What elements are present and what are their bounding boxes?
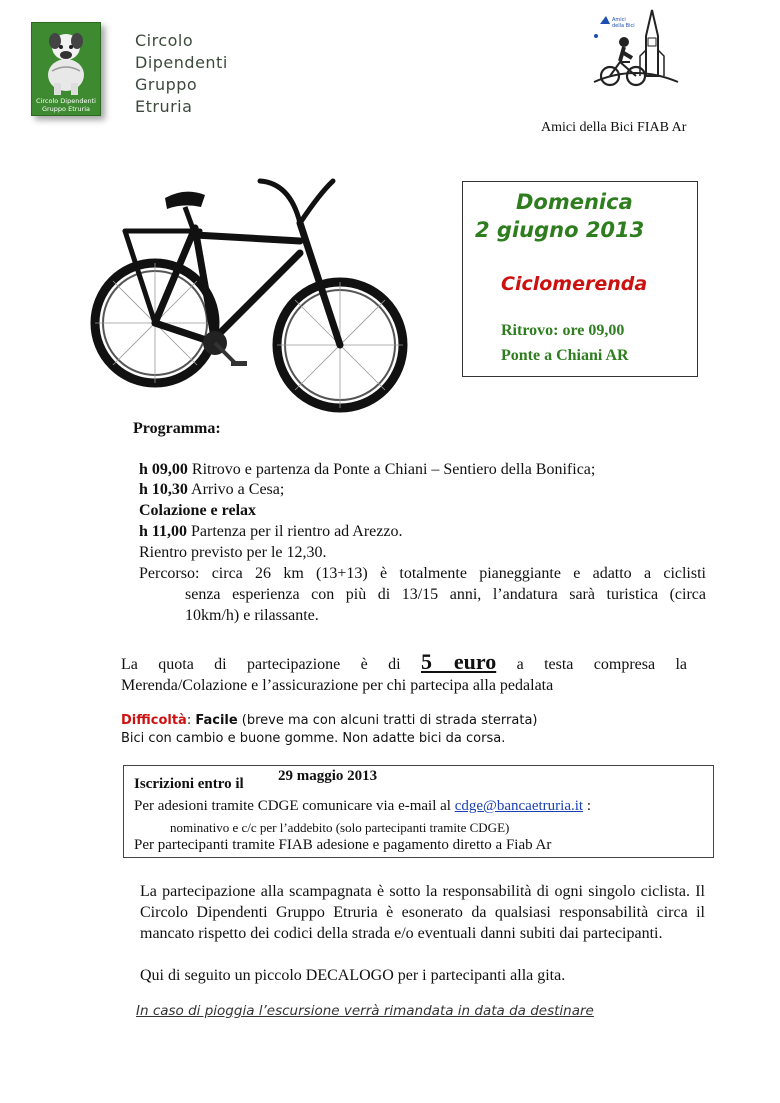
- meeting-place: Ponte a Chiani AR: [501, 347, 629, 364]
- program-item-time: Colazione e relax: [139, 502, 257, 519]
- svg-text:Amici: Amici: [612, 17, 626, 23]
- program-item-text: Ritrovo e partenza da Ponte a Chiani – Sentiero della Bonifica;: [187, 461, 596, 478]
- program-item: [139, 501, 256, 521]
- quota-amount: 5 euro: [420, 649, 497, 674]
- program-item-text: Arrivo a Cesa;: [187, 481, 285, 498]
- rain-notice: In caso di pioggia l’escursione verrà rimandata in data da destinare: [136, 1003, 594, 1019]
- registration-fiab-line: Per partecipanti tramite FIAB adesione e pagamento diretto a Fiab Ar: [134, 837, 552, 853]
- program-item: [139, 543, 327, 563]
- program-item-time: h 10,30: [139, 481, 188, 498]
- program-item-time: h 09,00: [139, 461, 188, 478]
- org-line-4: Etruria: [135, 97, 193, 116]
- logo-caption-line-1: Circolo Dipendenti: [36, 97, 96, 105]
- program-item-text: Partenza per il rientro ad Arezzo.: [187, 523, 403, 540]
- org-line-3: Gruppo: [135, 75, 198, 94]
- registration-deadline: 29 maggio 2013: [278, 768, 378, 784]
- difficulty-label: Difficoltà: [121, 713, 187, 728]
- event-day: Domenica: [516, 190, 633, 214]
- meeting-time: [501, 322, 624, 340]
- dog-icon: [38, 27, 94, 97]
- program-item-text: Rientro previsto per le 12,30.: [139, 544, 327, 561]
- event-name: Ciclomerenda: [501, 273, 648, 295]
- difficulty-line: Difficoltà: Facile (breve ma con alcuni tratti di strada sterrata): [121, 713, 538, 728]
- quota-line-2: Merenda/Colazione e l’assicurazione per chi partecipa alla pedalata: [121, 677, 554, 694]
- quota-prefix: La quota di partecipazione è di: [121, 656, 421, 673]
- difficulty-note: (breve ma con alcuni tratti di strada sterrata): [237, 713, 538, 728]
- bicycle-icon: [85, 173, 415, 418]
- fiab-logo-icon: [590, 6, 680, 92]
- program-item: [139, 522, 402, 542]
- quota-line-1: [121, 651, 687, 676]
- logo-caption-line-2: Gruppo Etruria: [41, 105, 91, 113]
- bike-requirements: Bici con cambio e buone gomme. Non adatte bici da corsa.: [121, 731, 506, 746]
- email-link[interactable]: cdge@bancaetruria.it: [454, 798, 584, 814]
- organization-name: [135, 30, 228, 118]
- fiab-caption: Amici della Bici FIAB Ar: [541, 120, 687, 135]
- quota-suffix: a testa compresa la: [496, 656, 688, 673]
- registration-cdge-text: Per adesioni tramite CDGE comunicare via e-mail al: [134, 798, 455, 814]
- svg-text:della Bici: della Bici: [612, 23, 635, 29]
- registration-label: Iscrizioni entro il: [134, 776, 244, 792]
- event-date: 2 giugno 2013: [475, 218, 645, 242]
- decalogo-note: Qui di seguito un piccolo DECALOGO per i partecipanti alla gita.: [140, 967, 566, 984]
- registration-cdge-suffix: :: [583, 798, 591, 814]
- registration-cdge-line: [134, 798, 591, 815]
- meeting-time-value: : ore 09,00: [553, 322, 625, 339]
- responsibility-disclaimer: La partecipazione alla scampagnata è sotto la responsabilità di ogni singolo ciclista. Il Circolo Dipendenti Gruppo Etruria è esonerato da qualsiasi responsabilità circa il mancato rispetto dei codici della strada e/o eventuali danni subiti dai partecipanti.: [140, 883, 705, 942]
- org-line-1: Circolo: [135, 31, 194, 50]
- route-line-3: 10km/h) e rilassante.: [185, 607, 319, 624]
- difficulty-value: Facile: [195, 713, 238, 728]
- route-line-1: Percorso: circa 26 km (13+13) è totalmente pianeggiante e adatto a ciclisti: [139, 565, 706, 582]
- program-item: [139, 480, 284, 500]
- program-heading: Programma:: [133, 420, 221, 437]
- registration-box: [123, 765, 714, 858]
- meeting-label: Ritrovo: [501, 322, 554, 339]
- registration-cdge-note: nominativo e c/c per l’addebito (solo partecipanti tramite CDGE): [170, 820, 510, 835]
- program-item-time: h 11,00: [139, 523, 188, 540]
- circolo-logo: [31, 22, 101, 116]
- program-item: [139, 460, 595, 480]
- org-line-2: Dipendenti: [135, 53, 228, 72]
- event-info-box: [462, 181, 698, 377]
- route-line-2: senza esperienza con più di 13/15 anni, l’andatura sarà turistica (circa: [185, 586, 706, 603]
